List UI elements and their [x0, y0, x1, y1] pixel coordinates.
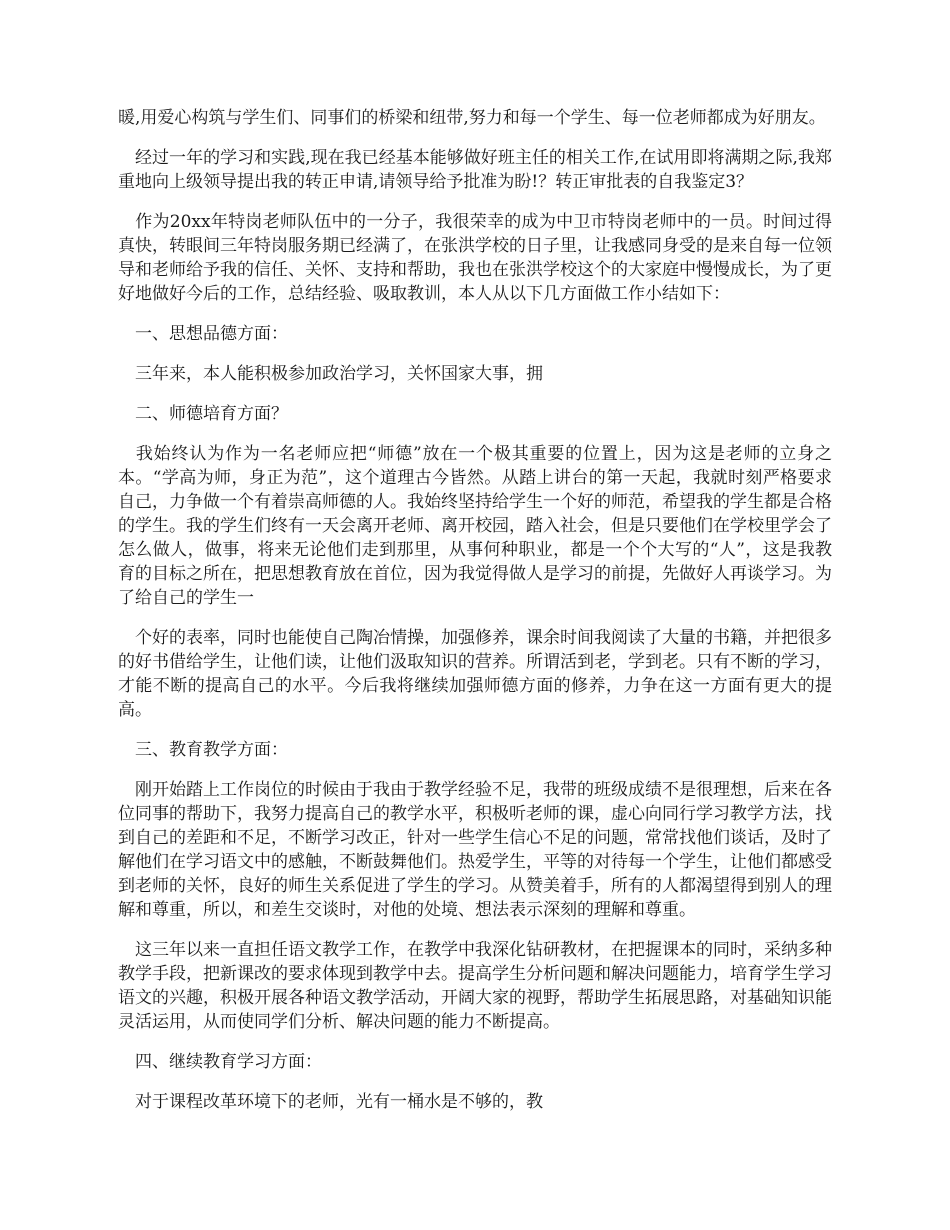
section-heading-ethics: 二、师德培育方面？ — [118, 404, 288, 424]
paragraph-5: 我始终认为作为一名老师应把“师德”放在一个极其重要的位置上，因为这是老师的立身之本。“学高为师，身正为范”，这个道理古今皆然。从踏上讲台的第一天起，我就时刻严格要求自己，力争做一个有着崇高师德的人。我始终坚持给学生一个好的师范，希望我的学生都是合格的学生。我的学生们终有一天会离开老师、离开校园，踏入社会，但是只要他们在学校里学会了怎么做人，做事，将来无论他们走到那里，从事何种职业，都是一个个大写的“人”，这是我教育的目标之所在，把思想教育放在首位，因为我觉得做人是学习的前提，先做好人再谈学习。为了给自己的学生一 — [118, 444, 832, 608]
paragraph-1: 暖,用爱心构筑与学生们、同事们的桥梁和纽带,努力和每一个学生、每一位老师都成为好朋友。 — [118, 108, 826, 128]
paragraph-8: 这三年以来一直担任语文教学工作，在教学中我深化钻研教材，在把握课本的同时，采纳多种教学手段，把新课改的要求体现到教学中去。提高学生分析问题和解决问题能力，培育学生学习语文的兴趣，积极开展各种语文教学活动，开阔大家的视野，帮助学生拓展思路，对基础知识能灵活运用，从而使同学们分析、解决问题的能力不断提高。 — [118, 940, 832, 1032]
paragraph-2: 经过一年的学习和实践,现在我已经基本能够做好班主任的相关工作,在试用即将满期之际,我郑重地向上级领导提出我的转正申请,请领导给予批准为盼!？转正审批表的自我鉴定3？ — [118, 148, 832, 192]
paragraph-4: 三年来，本人能积极参加政治学习，关怀国家大事，拥 — [118, 364, 543, 384]
paragraph-3: 作为20xx年特岗老师队伍中的一分子，我很荣幸的成为中卫市特岗老师中的一员。时间过得真快，转眼间三年特岗服务期已经满了，在张洪学校的日子里，让我感同身受的是来自每一位领导和老师给予我的信任、关怀、支持和帮助，我也在张洪学校这个的大家庭中慢慢成长，为了更好地做好今后的工作，总结经验、吸取教训，本人从以下几方面做工作小结如下： — [118, 212, 832, 304]
section-heading-ideology: 一、思想品德方面： — [118, 324, 288, 344]
paragraph-9: 对于课程改革环境下的老师，光有一桶水是不够的，教 — [118, 1092, 543, 1112]
section-heading-continuing-education: 四、继续教育学习方面： — [118, 1052, 322, 1072]
paragraph-7: 刚开始踏上工作岗位的时候由于我由于教学经验不足，我带的班级成绩不是很理想，后来在各位同事的帮助下，我努力提高自己的教学水平，积极听老师的课，虚心向同行学习教学方法，找到自己的差距和不足，不断学习改正，针对一些学生信心不足的问题，常常找他们谈话，及时了解他们在学习语文中的感触，不断鼓舞他们。热爱学生，平等的对待每一个学生，让他们都感受到老师的关怀，良好的师生关系促进了学生的学习。从赞美着手，所有的人都渴望得到别人的理解和尊重，所以，和差生交谈时，对他的处境、想法表示深刻的理解和尊重。 — [118, 780, 832, 920]
paragraph-6: 个好的表率，同时也能使自己陶冶情操，加强修养，课余时间我阅读了大量的书籍，并把很多的好书借给学生，让他们读，让他们汲取知识的营养。所谓活到老，学到老。只有不断的学习，才能不断的提高自己的水平。今后我将继续加强师德方面的修养，力争在这一方面有更大的提高。 — [118, 628, 832, 720]
section-heading-teaching: 三、教育教学方面： — [118, 740, 288, 760]
